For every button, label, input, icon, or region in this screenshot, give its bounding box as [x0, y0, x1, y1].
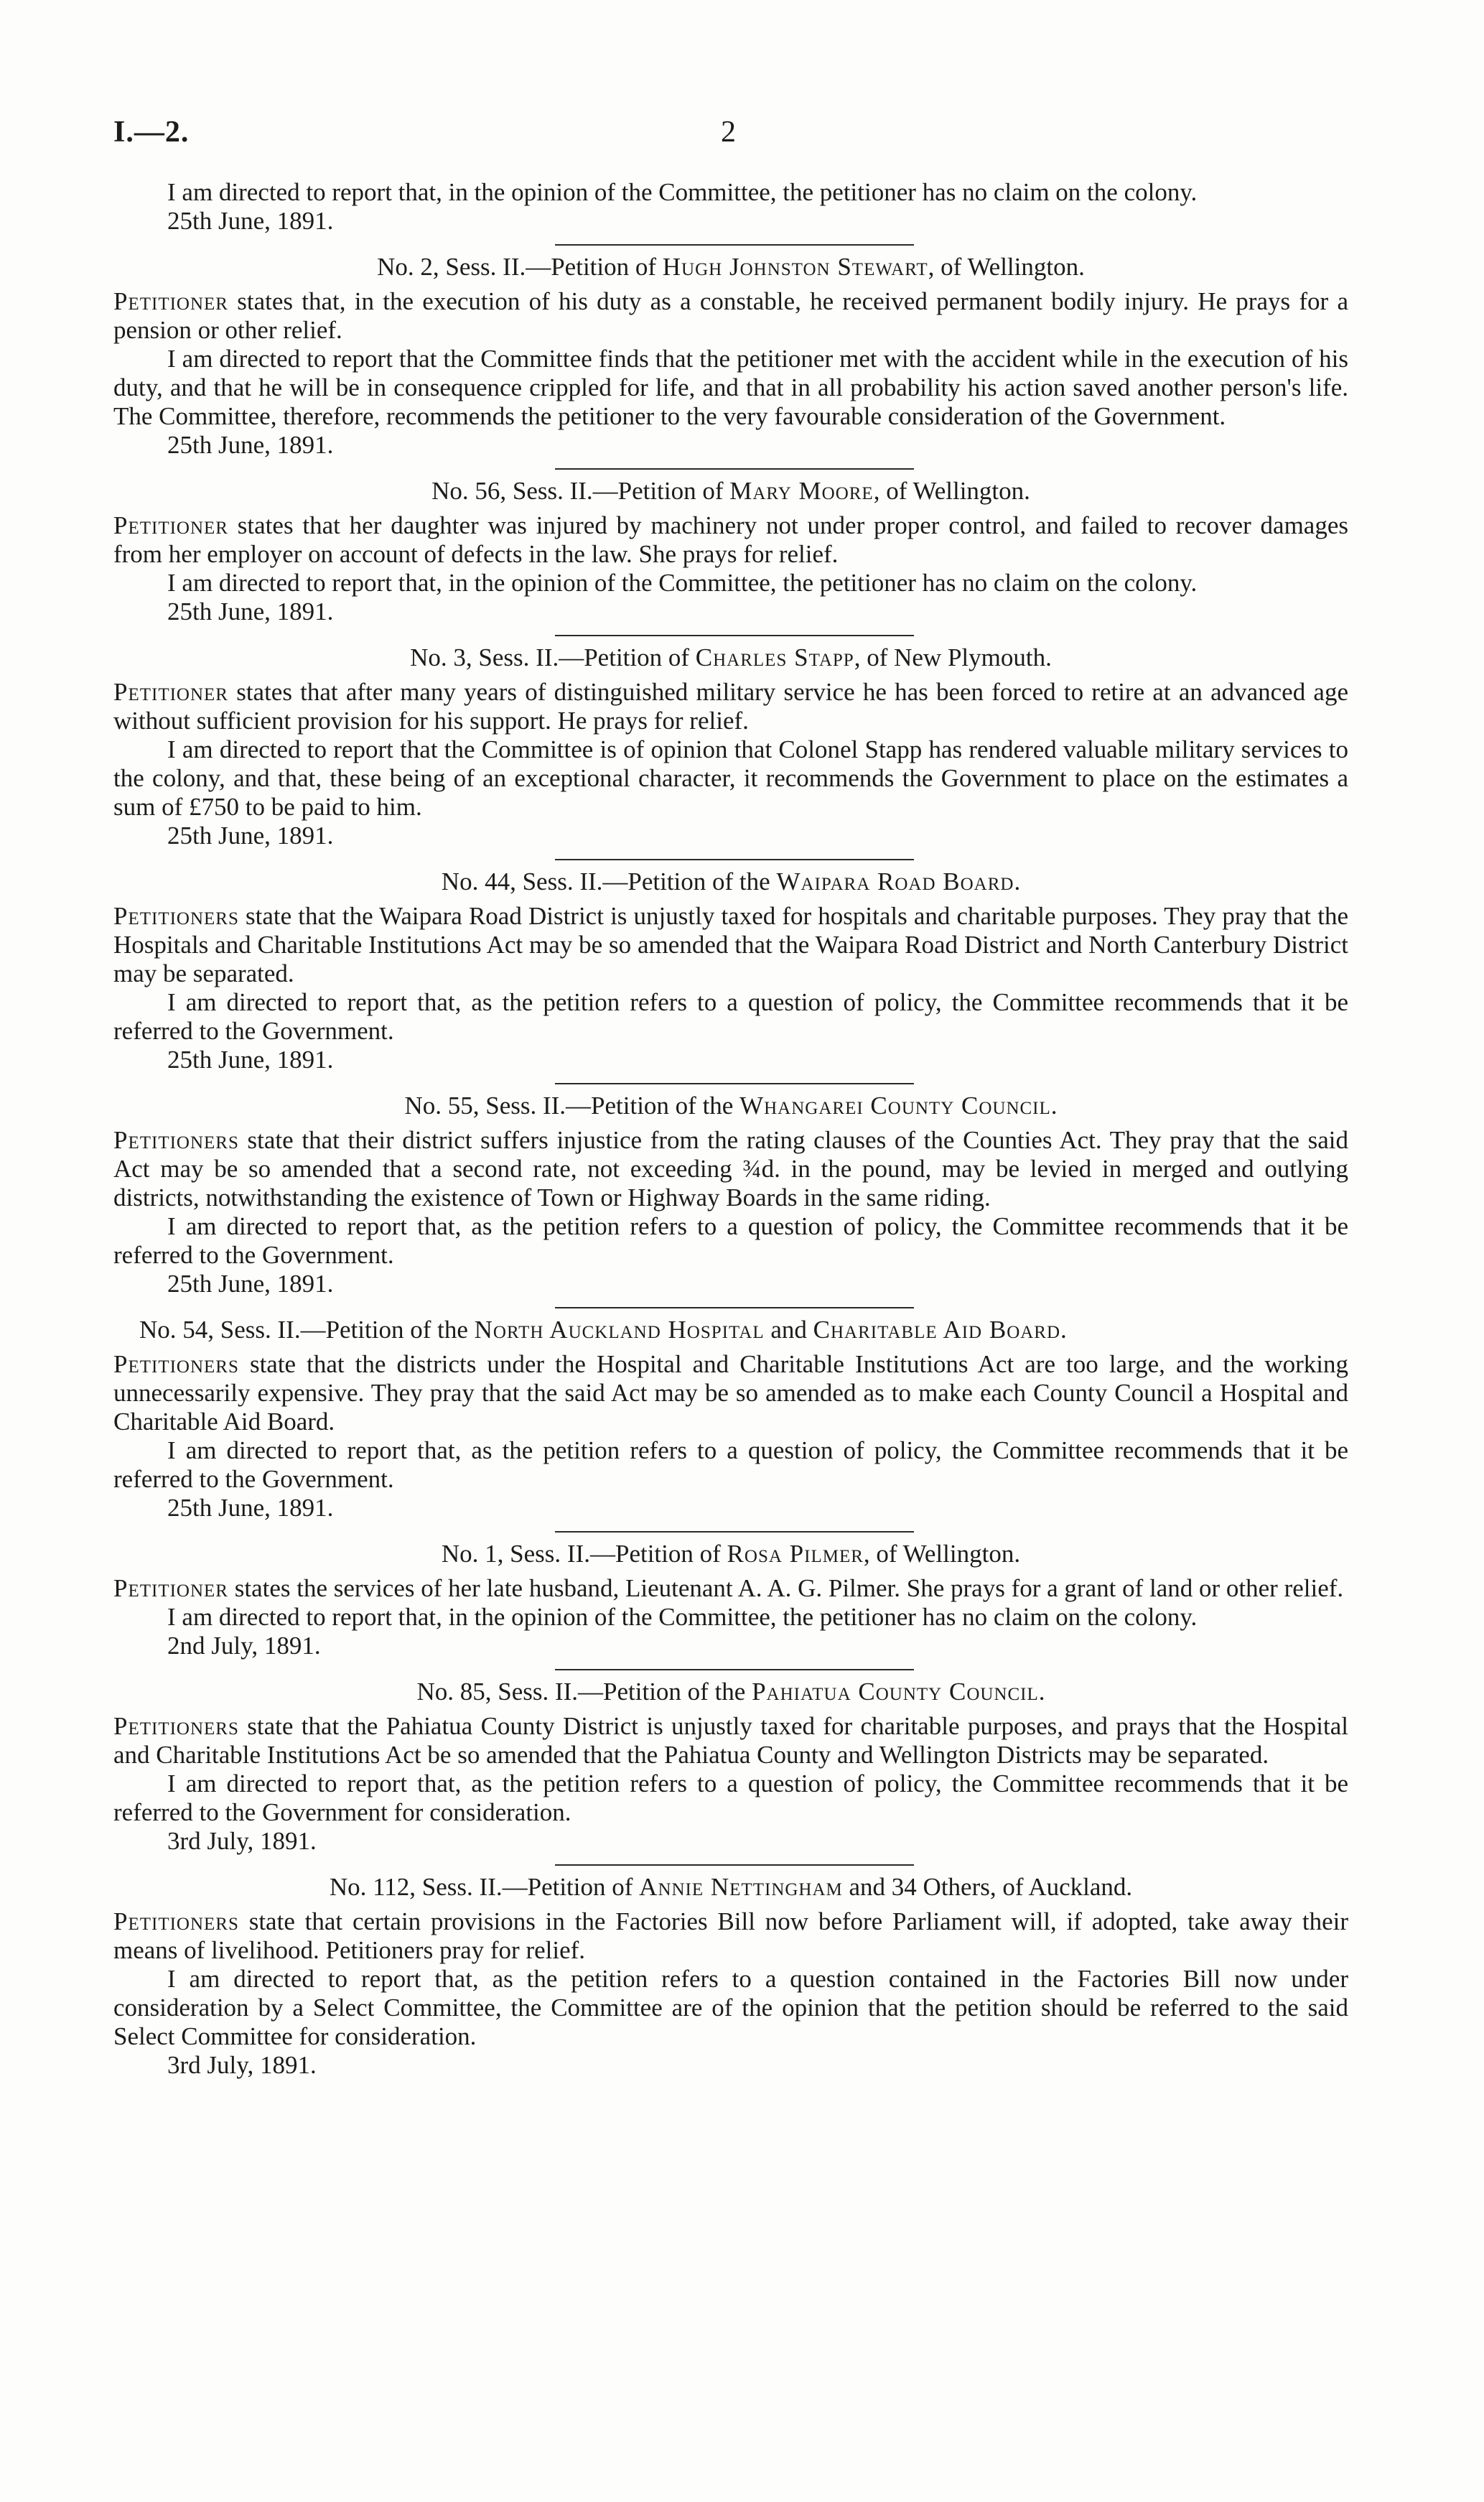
- petition-entry: [113, 1540, 1348, 1660]
- report-paragraph: I am directed to report that, as the petition refers to a question of policy, the Committee recommends that it be referred to the Government for consideration.: [113, 1769, 1348, 1826]
- heading-prefix: No. 1, Sess. II.—Petition of: [441, 1540, 727, 1568]
- section-divider: [555, 468, 914, 470]
- section-divider: [555, 1669, 914, 1670]
- heading-suffix: , of Wellington.: [928, 253, 1085, 281]
- heading-suffix: .: [1050, 1092, 1058, 1120]
- section-divider: [555, 1531, 914, 1533]
- heading-suffix: , of Wellington.: [873, 477, 1030, 505]
- petition-statement: [113, 1712, 1348, 1769]
- report-paragraph: I am directed to report that, as the petition refers to a question of policy, the Committee recommends that it be referred to the Government.: [113, 988, 1348, 1045]
- petition-statement: [113, 1126, 1348, 1212]
- statement-text: state that the Waipara Road District is unjustly taxed for hospitals and charitable purposes. They pray that the Hospitals and Charitable Institutions Act may be so amended that the Waipara Road District and North Canterbury District may be separated.: [113, 902, 1348, 987]
- petition-entry: [113, 1316, 1348, 1522]
- heading-prefix: No. 85, Sess. II.—Petition of the: [416, 1678, 752, 1706]
- section-divider: [555, 1307, 914, 1308]
- report-paragraph: I am directed to report that, in the opinion of the Committee, the petitioner has no claim on the colony.: [167, 178, 1198, 206]
- statement-text: states that, in the execution of his duty as a constable, he received permanent bodily injury. He prays for a pension or other relief.: [113, 287, 1348, 344]
- petitioner-name: Whangarei County Council: [739, 1092, 1051, 1120]
- page-number: 2: [721, 116, 736, 149]
- petition-heading: [113, 1316, 1348, 1344]
- heading-mid: and: [764, 1316, 813, 1344]
- report-date: 25th June, 1891.: [167, 207, 334, 235]
- petition-statement: [113, 1574, 1348, 1603]
- petition-entry: [113, 1873, 1348, 2080]
- statement-lead: Petitioner: [113, 511, 228, 539]
- statement-lead: Petitioners: [113, 1350, 239, 1378]
- section-divider: [555, 1864, 914, 1866]
- petition-heading: [113, 1678, 1348, 1706]
- statement-lead: Petitioner: [113, 678, 228, 706]
- report-paragraph: I am directed to report that the Committee is of opinion that Colonel Stapp has rendered valuable military services to the colony, and that, these being of an exceptional character, it recommends the Government to place on the estimates a sum of £750 to be paid to him.: [113, 735, 1348, 821]
- petitioner-name-2: Charitable Aid Board: [813, 1316, 1061, 1344]
- report-date: 25th June, 1891.: [167, 822, 334, 850]
- petition-entry: [113, 477, 1348, 626]
- report-paragraph: I am directed to report that, in the opinion of the Committee, the petitioner has no claim on the colony.: [167, 569, 1198, 597]
- report-paragraph: I am directed to report that the Committee finds that the petitioner met with the accident while in the execution of his duty, and that he will be in consequence crippled for life, and that in all probability his action saved another person's life. The Committee, therefore, recommends the petitioner to the very favourable consideration of the Government.: [113, 345, 1348, 430]
- intro-section: [113, 178, 1348, 236]
- report-date: 25th June, 1891.: [167, 1494, 334, 1522]
- statement-text: states that her daughter was injured by machinery not under proper control, and failed to recover damages from her employer on account of defects in the law. She prays for relief.: [113, 511, 1348, 568]
- report-paragraph: I am directed to report that, as the petition refers to a question contained in the Factories Bill now under consideration by a Select Committee, the Committee are of the opinion that the petition should be referred to the said Select Committee for consideration.: [113, 1965, 1348, 2050]
- heading-prefix: No. 3, Sess. II.—Petition of: [410, 643, 696, 671]
- report-date: 25th June, 1891.: [167, 1046, 334, 1074]
- heading-prefix: No. 55, Sess. II.—Petition of the: [404, 1092, 740, 1120]
- heading-suffix: .: [1060, 1316, 1067, 1344]
- statement-lead: Petitioners: [113, 1126, 239, 1154]
- heading-suffix: and 34 Others, of Auckland.: [842, 1873, 1133, 1901]
- heading-prefix: No. 2, Sess. II.—Petition of: [377, 253, 663, 281]
- heading-prefix: No. 44, Sess. II.—Petition of the: [441, 868, 777, 896]
- petitioner-name: Charles Stapp: [695, 643, 854, 671]
- report-paragraph: I am directed to report that, in the opinion of the Committee, the petitioner has no claim on the colony.: [167, 1603, 1198, 1631]
- report-date: 3rd July, 1891.: [167, 1827, 317, 1855]
- heading-suffix: .: [1038, 1678, 1045, 1706]
- report-date: 25th June, 1891.: [167, 1270, 334, 1298]
- petition-statement: [113, 511, 1348, 569]
- statement-lead: Petitioners: [113, 1712, 239, 1740]
- petition-entry: [113, 253, 1348, 460]
- report-paragraph: I am directed to report that, as the petition refers to a question of policy, the Committee recommends that it be referred to the Government.: [113, 1436, 1348, 1493]
- petition-entry: [113, 1092, 1348, 1298]
- statement-text: state that their district suffers injustice from the rating clauses of the Counties Act. They pray that the said Act may be so amended that a second rate, not exceeding ¾d. in the pound, may be levied in merged and outlying districts, notwithstanding the existence of Town or Highway Boards in the same riding.: [113, 1126, 1348, 1212]
- statement-text: state that the districts under the Hospital and Charitable Institutions Act are too large, and the working unnecessarily expensive. They pray that the said Act may be so amended as to make each County Council a Hospital and Charitable Aid Board.: [113, 1350, 1348, 1436]
- heading-prefix: No. 56, Sess. II.—Petition of: [431, 477, 730, 505]
- petition-entry: [113, 1678, 1348, 1856]
- petition-heading: [113, 868, 1348, 896]
- section-divider: [555, 635, 914, 636]
- petition-heading: [113, 253, 1348, 282]
- petition-heading: [113, 1092, 1348, 1120]
- petitioner-name: North Auckland Hospital: [474, 1316, 765, 1344]
- report-paragraph: I am directed to report that, as the petition refers to a question of policy, the Committee recommends that it be referred to the Government.: [113, 1212, 1348, 1269]
- petition-heading: [113, 477, 1348, 506]
- section-divider: [555, 244, 914, 246]
- petition-statement: [113, 678, 1348, 735]
- petition-heading: [113, 1540, 1348, 1568]
- statement-text: state that certain provisions in the Factories Bill now before Parliament will, if adopted, take away their means of livelihood. Petitioners pray for relief.: [113, 1907, 1348, 1964]
- paper-reference: I.—2.: [113, 116, 190, 149]
- petitioner-name: Rosa Pilmer: [727, 1540, 864, 1568]
- heading-prefix: No. 112, Sess. II.—Petition of: [329, 1873, 640, 1901]
- report-date: 2nd July, 1891.: [167, 1632, 321, 1660]
- report-date: 25th June, 1891.: [167, 597, 334, 626]
- report-date: 3rd July, 1891.: [167, 2051, 317, 2079]
- heading-suffix: , of New Plymouth.: [854, 643, 1052, 671]
- statement-text: state that the Pahiatua County District is unjustly taxed for charitable purposes, and prays that the Hospital and Charitable Institutions Act be so amended that the Pahiatua County and Wellington Districts may be separated.: [113, 1712, 1348, 1769]
- statement-text: states the services of her late husband, Lieutenant A. A. G. Pilmer. She prays for a grant of land or other relief.: [228, 1574, 1344, 1602]
- statement-lead: Petitioners: [113, 1907, 239, 1935]
- statement-lead: Petitioner: [113, 287, 228, 315]
- petition-heading: [113, 1873, 1348, 1902]
- petition-statement: [113, 1350, 1348, 1436]
- petition-heading: [113, 643, 1348, 672]
- section-divider: [555, 1083, 914, 1084]
- petitioner-name: Annie Nettingham: [639, 1873, 843, 1901]
- petitioner-name: Mary Moore: [729, 477, 874, 505]
- petitioner-name: Hugh Johnston Stewart: [662, 253, 928, 281]
- heading-suffix: , of Wellington.: [863, 1540, 1021, 1568]
- petition-entry: [113, 643, 1348, 850]
- petition-statement: [113, 287, 1348, 345]
- petition-statement: [113, 1907, 1348, 1965]
- document-body: [113, 178, 1348, 2083]
- heading-prefix: No. 54, Sess. II.—Petition of the: [139, 1316, 475, 1344]
- petitioner-name: Waipara Road Board: [776, 868, 1014, 896]
- petitioner-name: Pahiatua County Council: [752, 1678, 1039, 1706]
- report-date: 25th June, 1891.: [167, 431, 334, 459]
- statement-text: states that after many years of distinguished military service he has been forced to retire at an advanced age without sufficient provision for his support. He prays for relief.: [113, 678, 1348, 735]
- statement-lead: Petitioners: [113, 902, 239, 930]
- statement-lead: Petitioner: [113, 1574, 228, 1602]
- heading-suffix: .: [1014, 868, 1021, 896]
- petition-statement: [113, 902, 1348, 988]
- section-divider: [555, 859, 914, 860]
- petition-entry: [113, 868, 1348, 1074]
